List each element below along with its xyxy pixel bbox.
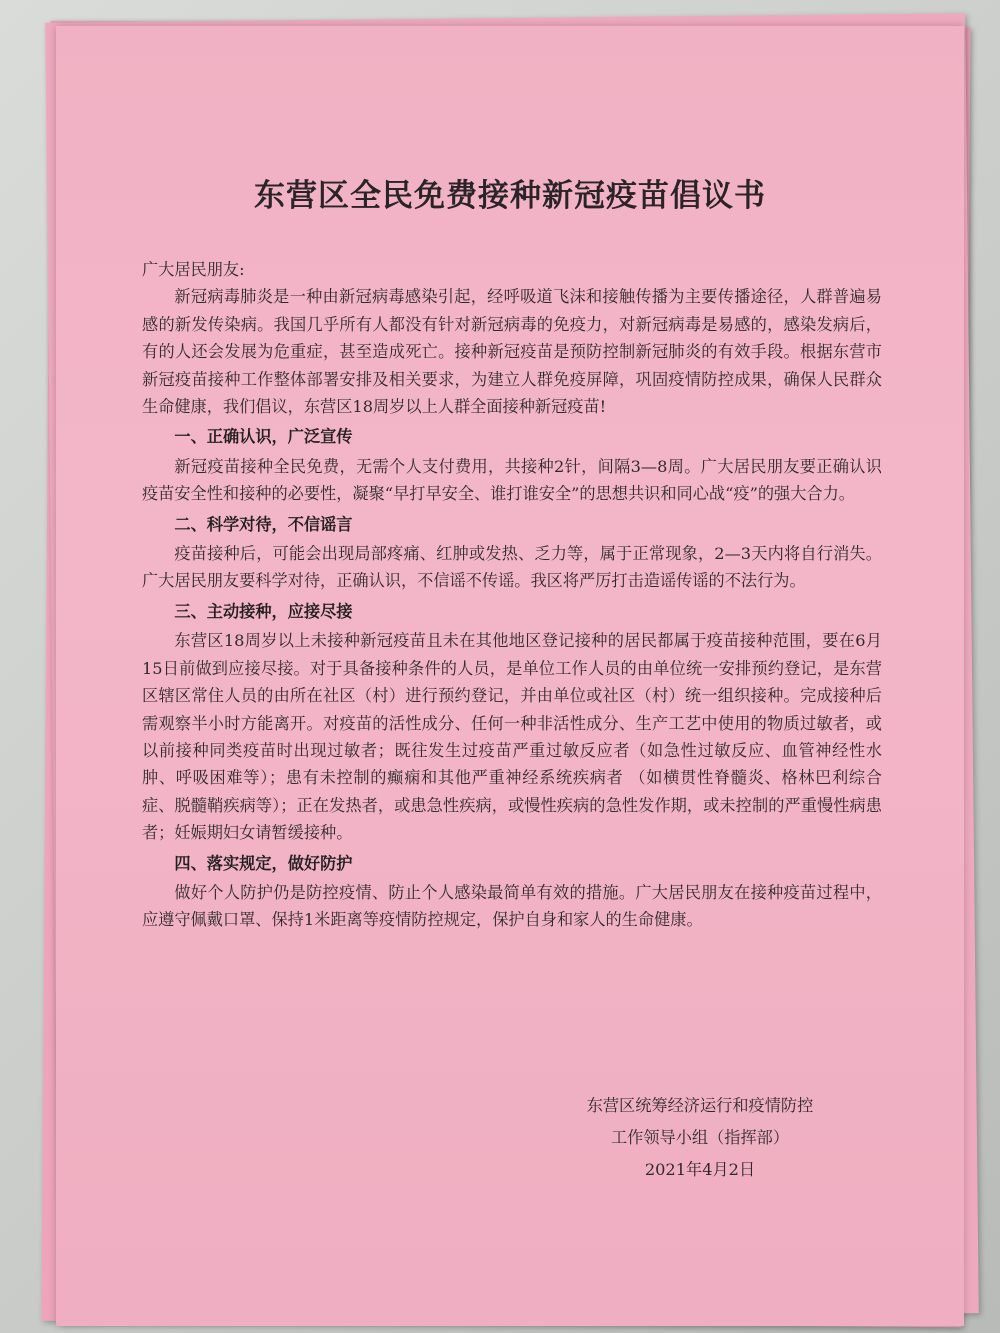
greeting: 广大居民朋友:	[142, 260, 245, 279]
section-heading-1: 一、正确认识，广泛宣传	[174, 427, 353, 447]
section-heading-2: 二、科学对待，不信谣言	[174, 514, 353, 534]
section-text-2: 疫苗接种后，可能会出现局部疼痛、红肿或发热、乏力等，属于正常现象，2—3天内将自行消失。广大居民朋友要科学对待，正确认识，不信谣不传谣。我区将严厉打击造谣传谣的不法行为。	[142, 544, 882, 591]
document-title: 东营区全民免费接种新冠疫苗倡议书	[254, 178, 766, 214]
section-text-4: 做好个人防护仍是防控疫情、防止个人感染最简单有效的措施。广大居民朋友在接种疫苗过程中，应遵守佩戴口罩、保持1米距离等疫情防控规定，保护自身和家人的生命健康。	[142, 882, 882, 930]
section-heading-4: 四、落实规定，做好防护	[174, 853, 353, 873]
document-page	[56, 26, 964, 1326]
section-text-3: 东营区18周岁以上未接种新冠疫苗且未在其他地区登记接种的居民都属于疫苗接种范围，要在6月15日前做到应接尽接。对于具备接种条件的人员，是单位工作人员的由单位统一安排预约登记，是东营区辖区常住人员的由所在社区（村）进行预约登记，并由单位或社区（村）统一组织接种。完成接种后需观察半小时方能离开。对疫苗的活性成分、任何一种非活性成分、生产工艺中使用的物质过敏者，或以前接种同类疫苗时出现过敏者；既往发生过疫苗严重过敏反应者（如急性过敏反应、血管神经性水肿、呼吸困难等）；患有未控制的癫痫和其他严重神经系统疾病者 （如横贯性脊髓炎、格林巴利综合症、脱髓鞘疾病等）；正在发热者，或患急性疾病，或慢性疾病的急性发作期，或未控制的严重慢性病患者；妊娠期妇女请暂缓接种。	[142, 631, 882, 843]
signature-date: 2021年4月2日	[644, 1160, 756, 1179]
section-text-1: 新冠疫苗接种全民免费，无需个人支付费用，共接种2针，间隔3—8周。广大居民朋友要正确认识疫苗安全性和接种的必要性，凝聚“早打早安全、谁打谁安全”的思想共识和同心战“疫”的强大合力。	[142, 456, 882, 504]
signature-org-line2: 工作领导小组（指挥部）	[610, 1128, 790, 1147]
signature-block	[550, 1090, 850, 1186]
signature-org-line1: 东营区统筹经济运行和疫情防控	[586, 1096, 814, 1115]
document-body	[142, 256, 882, 934]
section-heading-3: 三、主动接种，应接尽接	[174, 601, 353, 621]
intro-paragraph: 新冠病毒肺炎是一种由新冠病毒感染引起，经呼吸道飞沫和接触传播为主要传播途径，人群普遍易感的新发传染病。我国几乎所有人都没有针对新冠病毒的免疫力，对新冠病毒是易感的，感染发病后，有的人还会发展为危重症，甚至造成死亡。接种新冠疫苗是预防控制新冠肺炎的有效手段。根据东营市新冠疫苗接种工作整体部署安排及相关要求，为建立人群免疫屏障，巩固疫情防控成果，确保人民群众生命健康，我们倡议，东营区18周岁以上人群全面接种新冠疫苗!	[142, 287, 882, 417]
